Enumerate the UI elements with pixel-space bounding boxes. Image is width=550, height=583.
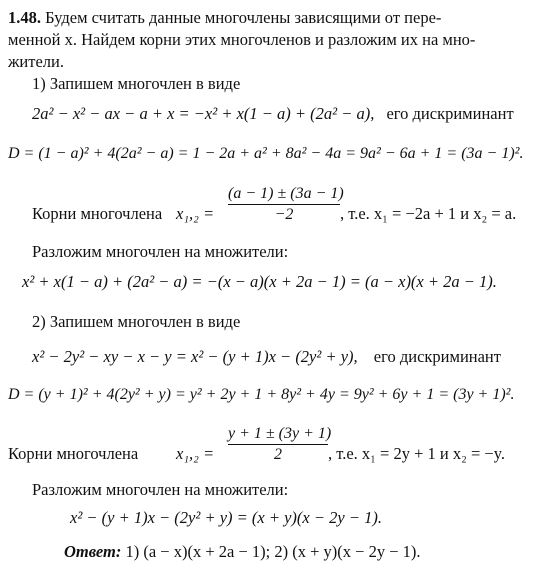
part1-factor-heading: Разложим многочлен на множители: — [32, 242, 289, 261]
part2-factorization: x² − (y + 1)x − (2y² + y) = (x + y)(x − 2y − 1). — [70, 508, 382, 527]
part1-roots-result: , т.е. x₁ = −2a + 1 и x₂ = a. — [340, 204, 517, 223]
fraction-bar — [228, 444, 328, 445]
answer-text: 1) (a − x)(x + 2a − 1); 2) (x + y)(x − 2y − 1). — [125, 542, 421, 561]
part2-factor-heading: Разложим многочлен на множители: — [32, 480, 289, 499]
part1-heading: 1) Запишем многочлен в виде — [32, 74, 241, 93]
part2-disc-text: его дискриминант — [373, 347, 501, 366]
part1-roots-denominator: −2 — [274, 206, 294, 223]
answer-line — [64, 542, 421, 562]
part2-roots-numerator: y + 1 ± (3y + 1) — [228, 425, 332, 442]
part1-polynomial: 2a² − x² − ax − a + x = −x² + x(1 − a) + (2a² − a), — [32, 104, 375, 123]
problem-number: 1.48. — [8, 8, 41, 27]
part2-roots-fraction — [228, 425, 332, 464]
part1-discriminant: D = (1 − a)² + 4(2a² − a) = 1 − 2a + a² + 8a² − 4a = 9a² − 6a + 1 = (3a − 1)². — [8, 145, 524, 162]
part2-roots-denominator: 2 — [274, 446, 282, 463]
part1-roots-numerator: (a − 1) ± (3a − 1) — [228, 185, 344, 202]
intro-line-3: жители. — [8, 52, 64, 71]
part1-roots-fraction — [228, 185, 344, 224]
part1-factorization: x² + x(1 − a) + (2a² − a) = −(x − a)(x + 2a − 1) = (a − x)(x + 2a − 1). — [22, 272, 497, 291]
answer-label: Ответ: — [64, 542, 122, 561]
part2-polynomial: x² − 2y² − xy − x − y = x² − (y + 1)x − (2y² + y), — [32, 347, 358, 366]
fraction-bar — [228, 204, 340, 205]
part2-roots-lhs: x₁,₂ = — [176, 444, 215, 463]
part2-roots-label: Корни многочлена — [8, 444, 139, 463]
part2-heading: 2) Запишем многочлен в виде — [32, 312, 241, 331]
intro-line-2: менной x. Найдем корни этих многочленов и разложим их на мно- — [8, 30, 476, 49]
part1-disc-text: его дискриминант — [386, 104, 514, 123]
part1-roots-label: Корни многочлена — [32, 204, 163, 223]
part2-discriminant: D = (y + 1)² + 4(2y² + y) = y² + 2y + 1 + 8y² + 4y = 9y² + 6y + 1 = (3y + 1)². — [8, 386, 515, 403]
intro-line-1: Будем считать данные многочлены зависящими от пере- — [45, 8, 442, 27]
part2-roots-result: , т.е. x₁ = 2y + 1 и x₂ = −y. — [328, 444, 506, 463]
part1-roots-lhs: x₁,₂ = — [176, 204, 215, 223]
